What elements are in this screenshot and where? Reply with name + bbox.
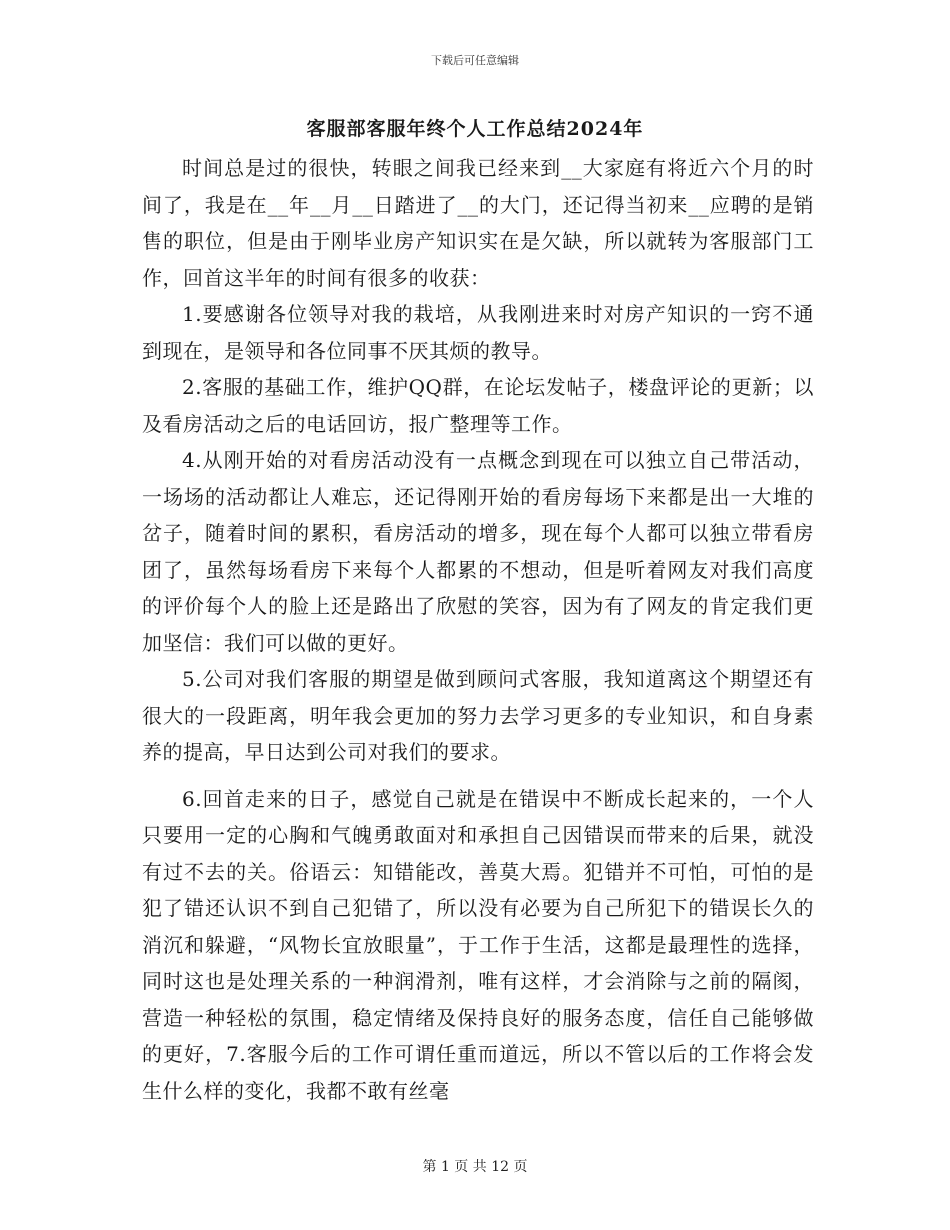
document-title: 客服部客服年终个人工作总结2024年 — [306, 118, 644, 140]
paragraph-item-2: 2.客服的基础工作，维护QQ群，在论坛发帖子，楼盘评论的更新；以及看房活动之后的电话回访，报广整理等工作。 — [142, 375, 814, 436]
page-number: 第 1 页 共 12 页 — [422, 1159, 528, 1175]
page-header-note: 下载后可任意编辑 — [431, 54, 519, 67]
document-body — [142, 150, 814, 1109]
paragraph-item-5: 5.公司对我们客服的期望是做到顾问式客服，我知道离这个期望还有很大的一段距离，明年我会更加的努力去学习更多的专业知识，和自身素养的提高，早日达到公司对我们的要求。 — [142, 667, 814, 764]
paragraph-item-6: 6.回首走来的日子，感觉自己就是在错误中不断成长起来的，一个人只要用一定的心胸和气魄勇敢面对和承担自己因错误而带来的后果，就没有过不去的关。俗语云：知错能改，善莫大焉。犯错并不可怕，可怕的是犯了错还认识不到自己犯错了，所以没有必要为自己所犯下的错误长久的消沉和躲避，“风物长宜放眼量”，于工作于生活，这都是最理性的选择，同时这也是处理关系的一种润滑剂，唯有这样，才会消除与之前的隔阂，营造一种轻松的氛围，稳定情绪及保持良好的服务态度，信任自己能够做的更好，7.客服今后的工作可谓任重而道远，所以不管以后的工作将会发生什么样的变化，我都不敢有丝毫 — [142, 786, 814, 1103]
paragraph-item-4: 4.从刚开始的对看房活动没有一点概念到现在可以独立自己带活动，一场场的活动都让人难忘，还记得刚开始的看房每场下来都是出一大堆的岔子，随着时间的累积，看房活动的增多，现在每个人都可以独立带看房团了，虽然每场看房下来每个人都累的不想动，但是听着网友对我们高度的评价每个人的脸上还是路出了欣慰的笑容，因为有了网友的肯定我们更加坚信：我们可以做的更好。 — [142, 448, 814, 655]
paragraph-intro: 时间总是过的很快，转眼之间我已经来到__大家庭有将近六个月的时间了，我是在__年__月__日踏进了__的大门，还记得当初来__应聘的是销售的职位，但是由于刚毕业房产知识实在是欠缺，所以就转为客服部门工作，回首这半年的时间有很多的收获： — [142, 156, 814, 290]
paragraph-item-1: 1.要感谢各位领导对我的栽培，从我刚进来时对房产知识的一窍不通到现在，是领导和各位同事不厌其烦的教导。 — [142, 302, 814, 363]
